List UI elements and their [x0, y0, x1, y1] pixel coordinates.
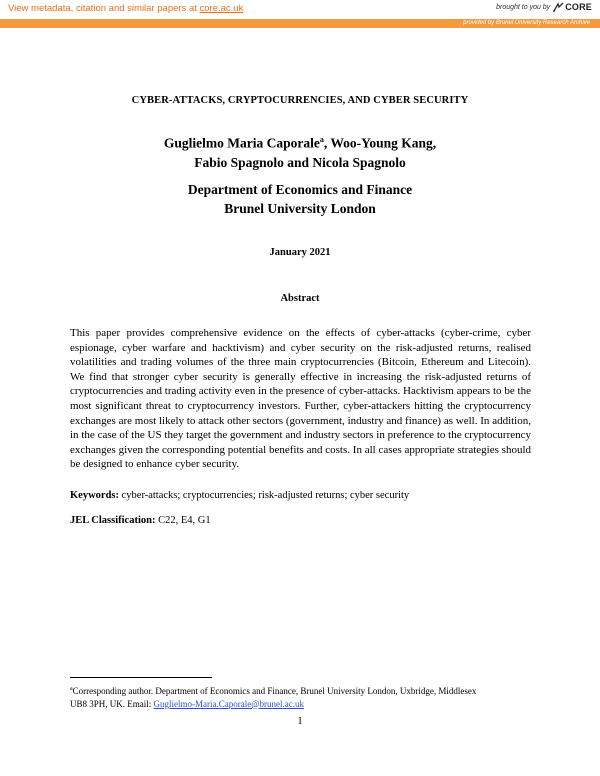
authors-line-1	[0, 130, 600, 153]
jel-classification	[70, 515, 531, 526]
keywords-text: cyber-attacks; cryptocurrencies; risk-adjusted returns; cyber security	[119, 490, 410, 501]
core-banner	[0, 0, 600, 28]
footnote-text-2: UB8 3PH, UK. Email:	[70, 698, 154, 709]
keywords-label: Keywords:	[70, 490, 119, 501]
core-logo[interactable]	[553, 2, 592, 12]
department: Department of Economics and Finance	[187, 182, 413, 197]
core-link-site: core.ac.uk	[199, 3, 244, 14]
paper-date: January 2021	[269, 247, 331, 258]
author-footnote-marker: a	[319, 135, 324, 144]
university: Brunel University London	[224, 201, 376, 216]
author-kang: , Woo-Young Kang,	[323, 135, 437, 151]
keywords	[70, 490, 531, 501]
core-provided-by[interactable]: provided by Brunel University Research Archive	[463, 20, 590, 26]
author-caporale: Guglielmo Maria Caporale	[163, 135, 320, 151]
core-link-prefix: View metadata, citation and similar papers at	[8, 3, 200, 14]
authors-line-2: Fabio Spagnolo and Nicola Spagnolo	[194, 154, 406, 170]
footnote-marker: a	[70, 686, 73, 692]
footnote-text-1: Corresponding author. Department of Economics and Finance, Brunel University London, Uxbridge, Middlesex	[72, 686, 477, 696]
footnote-line-2	[70, 698, 540, 711]
paper-title: CYBER-ATTACKS, CRYPTOCURRENCIES, AND CYBER SECURITY	[131, 95, 469, 106]
footnote	[70, 683, 540, 710]
core-top-strip	[0, 0, 600, 19]
core-logo-icon	[553, 2, 564, 12]
core-brought-by	[496, 2, 592, 12]
author-email-link[interactable]: Guglielmo-Maria.Caporale@brunel.ac.uk	[153, 698, 305, 709]
page-number: 1	[297, 716, 303, 727]
brought-by-text: brought to you by	[496, 3, 551, 11]
core-logo-text: CORE	[565, 2, 592, 12]
affiliation	[0, 180, 600, 218]
footnote-line-1	[70, 683, 540, 698]
jel-text: C22, E4, G1	[155, 515, 211, 526]
footnote-rule	[70, 677, 212, 678]
abstract-heading: Abstract	[280, 293, 320, 304]
core-provided-bar	[0, 19, 600, 28]
paper-authors	[0, 130, 600, 172]
jel-label: JEL Classification:	[70, 515, 156, 526]
core-metadata-link[interactable]	[8, 3, 243, 14]
abstract-body: This paper provides comprehensive evidence on the effects of cyber-attacks (cyber-crime, cyber espionage, cyber warfare and hacktivism) and cyber security on the risk-adjusted returns, realised volatilities and trading volumes of the three main cryptocurrencies (Bitcoin, Ethereum and Litecoin). We find that stronger cyber security is generally effective in increasing the risk-adjusted returns of cryptocurrencies and trading activity even in the presence of cyber-attacks. Hacktivism appears to be the most significant threat to cryptocurrency investors. Further, cyber-attackers hitting the cryptocurrency exchanges are most likely to attack other sectors (government, industry and finance) as well. In addition, in the case of the US they target the government and industry sectors in preference to the cryptocurrency exchanges given the corresponding potential benefits and costs. In all cases appropriate strategies should be designed to enhance cyber security.	[70, 327, 531, 471]
